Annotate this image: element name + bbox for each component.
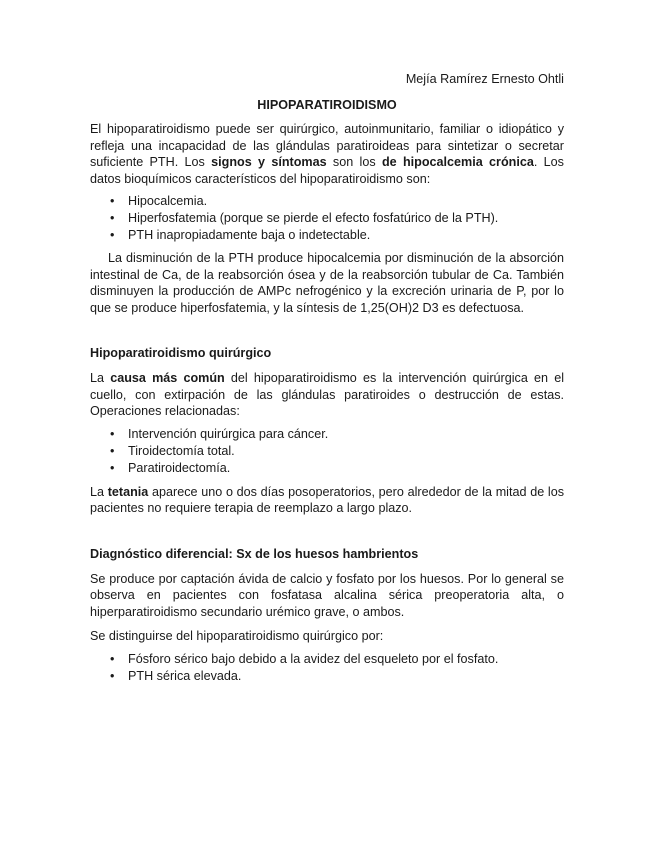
surgical-bold-1: causa más común xyxy=(110,371,225,385)
hungry-bones-paragraph: Se produce por captación ávida de calcio y fosfato por los huesos. Por lo general se observa en pacientes con fosfatasa alcalina sérica preoperatoria alta, o hiperparatiroidismo secundario urémico grave, o ambos. xyxy=(90,571,564,619)
list-item xyxy=(90,227,564,244)
intro-text-3: . Los datos bioquímicos característicos del hipoparatiroidismo son: xyxy=(90,155,564,186)
list-item-text: Paratiroidectomía. xyxy=(128,460,231,475)
list-item-text: Fósforo sérico bajo debido a la avidez del esqueleto por el fosfato. xyxy=(128,651,499,666)
tetania-paragraph xyxy=(90,484,564,517)
list-item xyxy=(90,651,564,668)
surgical-paragraph xyxy=(90,370,564,420)
tetania-text-2: aparece uno o dos días posoperatorios, pero alrededor de la mitad de los pacientes no requiere terapia de reemplazo a largo plazo. xyxy=(90,484,564,515)
intro-paragraph xyxy=(90,121,564,187)
intro-text-1: El hipoparatiroidismo puede ser quirúrgico, autoinmunitario, familiar o idiopático y refleja una incapacidad de las glándulas paratiroideas para sintetizar o secretar suficiente PTH. Los xyxy=(90,122,564,169)
list-item-text: Intervención quirúrgica para cáncer. xyxy=(128,426,329,441)
bullet-icon: • xyxy=(110,651,115,666)
bullet-icon: • xyxy=(110,426,115,441)
bullet-icon: • xyxy=(110,194,115,208)
list-item-text: Tiroidectomía total. xyxy=(128,443,235,458)
intro-bold-2: de hipocalcemia crónica xyxy=(381,155,534,169)
tetania-text-1: La xyxy=(90,484,108,499)
section-heading-differential: Diagnóstico diferencial: Sx de los huesos hambrientos xyxy=(90,546,419,561)
list-item xyxy=(90,668,564,685)
surgical-text-2: del hipoparatiroidismo es la intervención quirúrgica en el cuello, con extirpación de las glándulas paratiroides o destrucción de estas. Operaciones relacionadas: xyxy=(90,371,564,418)
list-item-text: Hiperfosfatemia (porque se pierde el efecto fosfatúrico de la PTH). xyxy=(128,211,499,225)
intro-bold-1: signos y síntomas xyxy=(211,155,327,169)
mechanism-paragraph: La disminución de la PTH produce hipocalcemia por disminución de la absorción intestinal de Ca, de la reabsorción ósea y de la reabsorción tubular de Ca. También disminuyen la producción de AMPc nefrogénico y la excreción urinaria de P, por lo que se produce hiperfosfatemia, y la síntesis de 1,25(OH)2 D3 es defectuosa. xyxy=(90,251,564,315)
list-item xyxy=(90,193,564,210)
document-title: HIPOPARATIROIDISMO xyxy=(257,98,397,112)
bullet-icon: • xyxy=(110,443,115,458)
bullet-icon: • xyxy=(110,228,115,242)
list-item xyxy=(90,460,564,477)
list-item xyxy=(90,426,564,443)
operations-list xyxy=(90,426,564,477)
surgical-text-1: La xyxy=(90,371,111,385)
tetania-bold: tetania xyxy=(107,484,149,499)
list-item-text: Hipocalcemia. xyxy=(128,194,208,208)
bullet-icon: • xyxy=(110,211,115,225)
differential-list xyxy=(90,651,564,685)
intro-text-2: son los xyxy=(326,155,382,169)
distinguish-paragraph: Se distinguirse del hipoparatiroidismo quirúrgico por: xyxy=(90,629,384,643)
author-name: Mejía Ramírez Ernesto Ohtli xyxy=(405,72,564,86)
list-item-text: PTH inapropiadamente baja o indetectable. xyxy=(128,228,371,242)
section-heading-surgical: Hipoparatiroidismo quirúrgico xyxy=(90,346,272,360)
biochem-list xyxy=(90,193,564,244)
bullet-icon: • xyxy=(110,460,115,475)
bullet-icon: • xyxy=(110,668,115,683)
list-item xyxy=(90,443,564,460)
list-item-text: PTH sérica elevada. xyxy=(128,668,242,683)
document-page xyxy=(90,70,564,685)
list-item xyxy=(90,210,564,227)
